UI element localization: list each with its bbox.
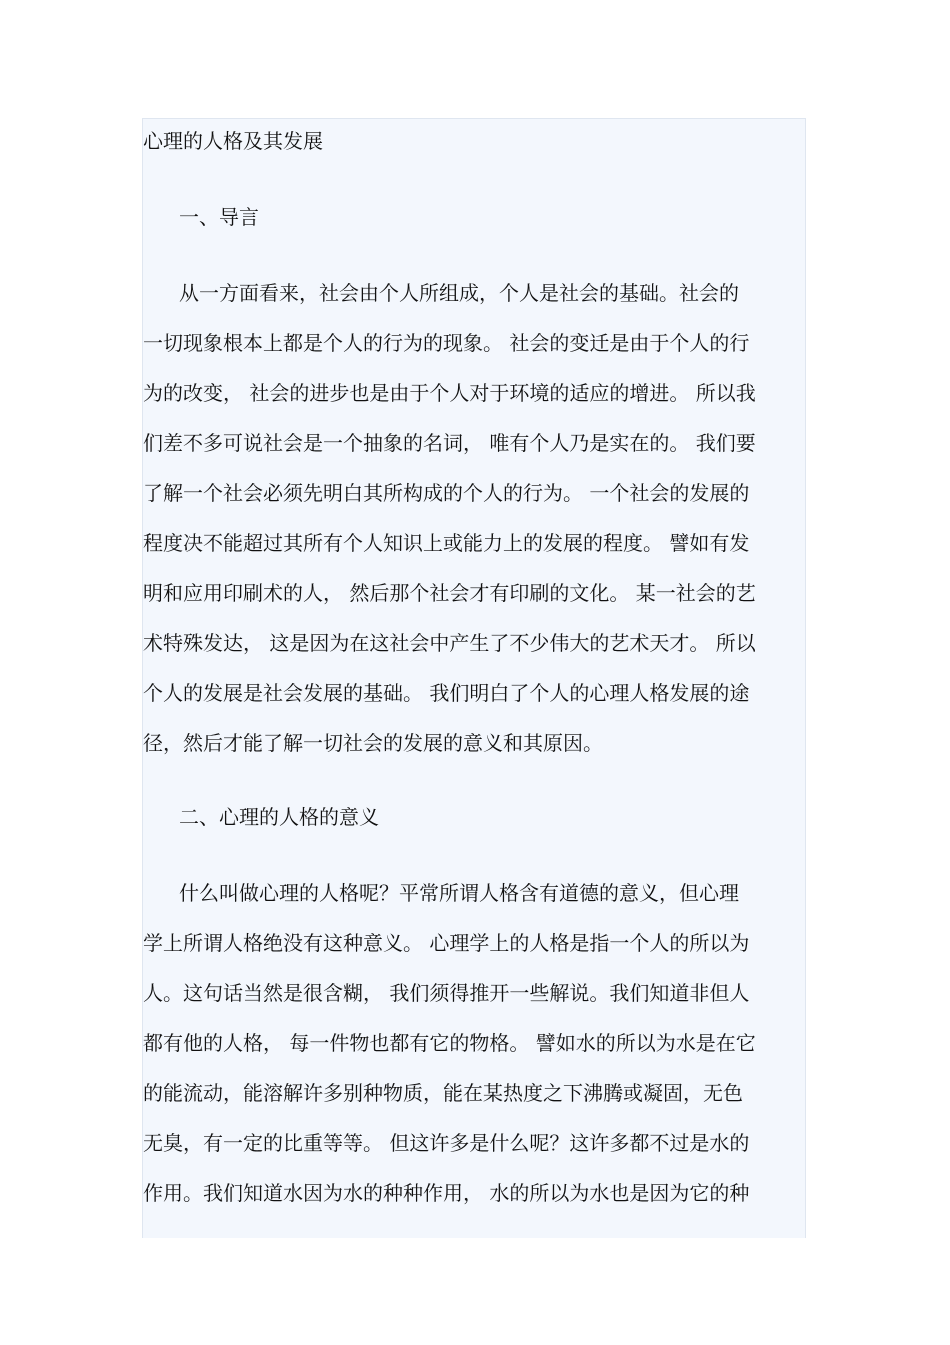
paragraph-line: 无臭，有一定的比重等等。 但这许多是什么呢？这许多都不过是水的: [143, 1131, 750, 1155]
paragraph-line: 明和应用印刷术的人， 然后那个社会才有印刷的文化。 某一社会的艺: [143, 581, 756, 605]
paragraph-line: 一切现象根本上都是个人的行为的现象。 社会的变迁是由于个人的行: [143, 331, 750, 355]
section-heading-meaning-of-personality: 二、心理的人格的意义: [179, 805, 379, 829]
paragraph-line: 们差不多可说社会是一个抽象的名词， 唯有个人乃是实在的。 我们要: [143, 431, 756, 455]
paragraph-line: 径，然后才能了解一切社会的发展的意义和其原因。: [143, 731, 603, 755]
section-heading-introduction: 一、导言: [179, 205, 259, 229]
paragraph-line: 个人的发展是社会发展的基础。 我们明白了个人的心理人格发展的途: [143, 681, 750, 705]
document-title: 心理的人格及其发展: [143, 129, 323, 153]
paragraph-line: 从一方面看来，社会由个人所组成，个人是社会的基础。社会的: [179, 281, 739, 305]
paragraph-line: 的能流动，能溶解许多别种物质，能在某热度之下沸腾或凝固，无色: [143, 1081, 743, 1105]
paragraph-line: 人。这句话当然是很含糊， 我们须得推开一些解说。我们知道非但人: [143, 981, 750, 1005]
paragraph-line: 作用。我们知道水因为水的种种作用， 水的所以为水也是因为它的种: [143, 1181, 750, 1205]
document-content: [142, 118, 806, 1238]
paragraph-line: 为的改变， 社会的进步也是由于个人对于环境的适应的增进。 所以我: [143, 381, 756, 405]
paragraph-line: 了解一个社会必须先明白其所构成的个人的行为。 一个社会的发展的: [143, 481, 750, 505]
paragraph-line: 术特殊发达， 这是因为在这社会中产生了不少伟大的艺术天才。 所以: [143, 631, 756, 655]
paragraph-line: 程度决不能超过其所有个人知识上或能力上的发展的程度。 譬如有发: [143, 531, 750, 555]
paragraph-line: 学上所谓人格绝没有这种意义。 心理学上的人格是指一个人的所以为: [143, 931, 750, 955]
paragraph-line: 什么叫做心理的人格呢？平常所谓人格含有道德的意义，但心理: [179, 881, 739, 905]
paragraph-line: 都有他的人格， 每一件物也都有它的物格。 譬如水的所以为水是在它: [143, 1031, 756, 1055]
